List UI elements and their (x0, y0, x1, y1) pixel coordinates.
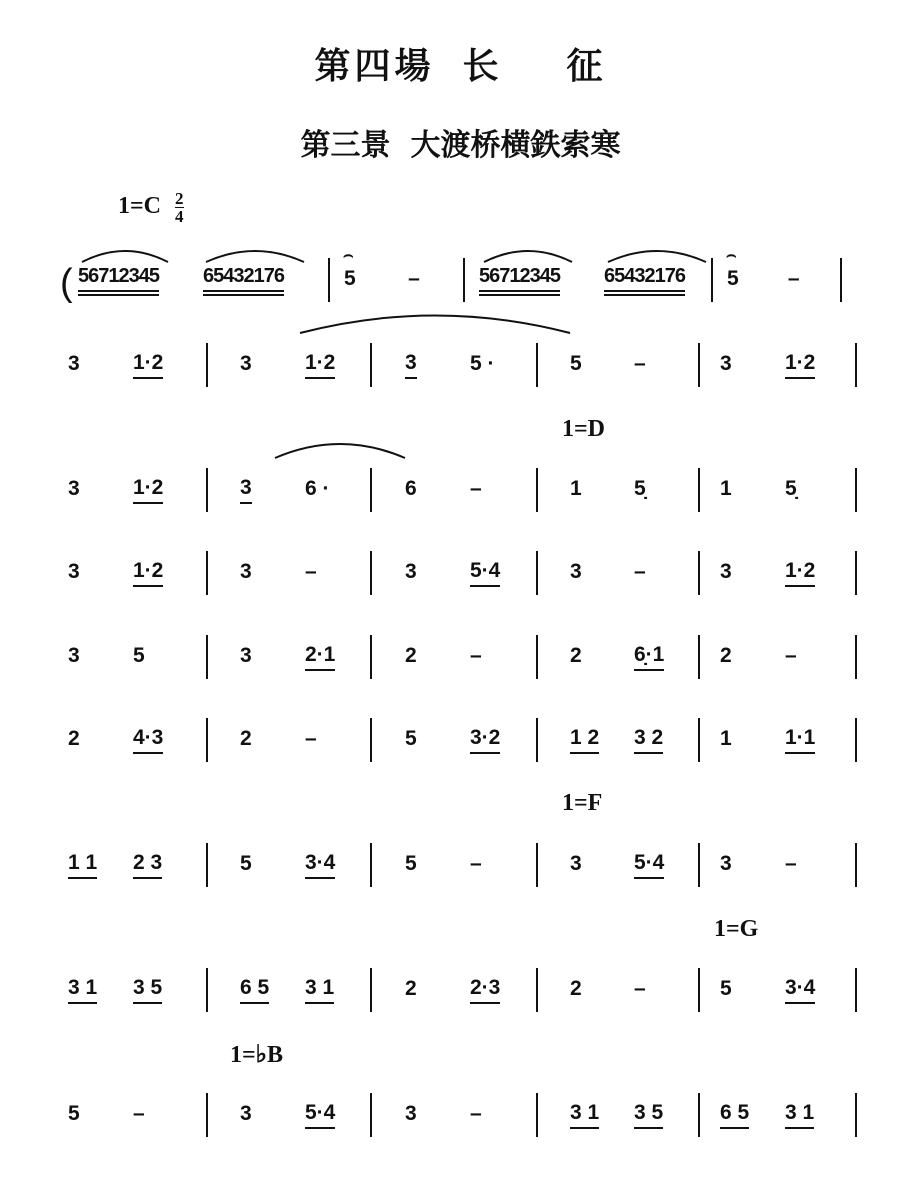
time-bottom: 4 (175, 207, 184, 226)
note: 2 (720, 644, 732, 667)
intro-slur (608, 251, 706, 262)
note: 3 (240, 1102, 252, 1125)
sustain-dash: – (470, 852, 482, 875)
note: 3 (720, 852, 732, 875)
note: 2 3 (133, 851, 162, 879)
note: 2 (570, 644, 582, 667)
sustain-dash: – (785, 644, 797, 667)
sustain-dash: – (787, 267, 800, 290)
note: 1·2 (785, 559, 815, 587)
sustain-dash: – (305, 560, 317, 583)
note: 5̣ (785, 477, 797, 500)
note: 2 (405, 977, 417, 1000)
note: 3 (68, 352, 80, 375)
note: 3 (570, 560, 582, 583)
note: 3 (405, 1102, 417, 1125)
note: 2·1 (305, 643, 335, 671)
note: 2 (405, 644, 417, 667)
note: 3 5 (133, 976, 162, 1004)
note: 3 (240, 352, 252, 375)
scene-name-2: 征 (566, 45, 607, 87)
note: ⌢ 5 (344, 267, 356, 293)
note: 6 · (305, 477, 330, 500)
note: 3 (720, 560, 732, 583)
intro-slur (82, 251, 168, 262)
note: 6̣·1 (634, 643, 664, 671)
note: 3 (405, 560, 417, 583)
sustain-dash: – (408, 267, 420, 290)
part-number: 第三景 (300, 128, 391, 163)
sustain-dash: – (305, 727, 317, 750)
tie-slur (275, 444, 405, 458)
note: 4·3 (133, 726, 163, 754)
note: 5 (133, 644, 145, 667)
scene-number: 第四場 (314, 45, 435, 87)
note: 6 (405, 477, 417, 500)
note: 1·1 (785, 726, 815, 754)
note: 3 (720, 352, 732, 375)
sustain-dash: – (634, 352, 646, 375)
note: 3 (240, 644, 252, 667)
note: 5 (405, 727, 417, 750)
scene-name-1: 长 (462, 45, 503, 87)
key-c-label: 1=C (118, 193, 162, 220)
key-change-f: 1=F (562, 790, 603, 816)
note: 3 (240, 560, 252, 583)
note: 56712345 (78, 265, 159, 296)
note: 56712345 (479, 265, 560, 296)
sustain-dash: – (470, 477, 482, 500)
opening-parenthesis: ( (60, 262, 73, 304)
note: 1·2 (305, 351, 335, 379)
note: 3·4 (785, 976, 815, 1004)
note: 3·4 (305, 851, 335, 879)
note: 2 (68, 727, 80, 750)
note: 6 5 (240, 976, 269, 1004)
note: 2·3 (470, 976, 500, 1004)
note: 3 (405, 351, 417, 379)
sustain-dash: – (470, 1102, 482, 1125)
note: 3 (68, 477, 80, 500)
sustain-dash: – (470, 644, 482, 667)
note: 5·4 (305, 1101, 335, 1129)
note: 2 (570, 977, 582, 1000)
note: 1 (720, 477, 732, 500)
note: 5 (240, 852, 252, 875)
note: 3·2 (470, 726, 500, 754)
note: 3 (240, 476, 252, 504)
tie-slur (300, 316, 570, 334)
note: 2 (240, 727, 252, 750)
sustain-dash: – (133, 1102, 145, 1125)
sustain-dash: – (785, 852, 797, 875)
note: 3 (570, 852, 582, 875)
note: 65432176 (203, 265, 284, 296)
note: 5 (68, 1102, 80, 1125)
intro-slur (206, 251, 304, 262)
note: 3 (68, 644, 80, 667)
time-top: 2 (175, 189, 184, 208)
note: 3 1 (570, 1101, 599, 1129)
part-name: 大渡桥横鉄索寒 (410, 128, 621, 163)
note: 1 (720, 727, 732, 750)
note: 1·2 (785, 351, 815, 379)
note: 1·2 (133, 559, 163, 587)
sustain-dash: – (634, 977, 646, 1000)
note: 3 2 (634, 726, 663, 754)
note: 5·4 (634, 851, 664, 879)
note: 1 2 (570, 726, 599, 754)
note: 5̣ (634, 477, 646, 500)
note: 1·2 (133, 351, 163, 379)
note: 6 5 (720, 1101, 749, 1129)
note: 3 1 (68, 976, 97, 1004)
key-change-d: 1=D (562, 416, 606, 442)
note: 65432176 (604, 265, 685, 296)
note: 5 (720, 977, 732, 1000)
note: 1·2 (133, 476, 163, 504)
note: 3 1 (785, 1101, 814, 1129)
note: 5 · (470, 352, 495, 375)
note: 5·4 (470, 559, 500, 587)
note: 3 (68, 560, 80, 583)
key-change-g: 1=G (714, 916, 759, 942)
note: ⌢ 5 (727, 267, 739, 293)
note: 1 1 (68, 851, 97, 879)
note: 3 5 (634, 1101, 663, 1129)
note: 1 (570, 477, 582, 500)
sustain-dash: – (634, 560, 646, 583)
note: 5 (405, 852, 417, 875)
note: 3 1 (305, 976, 334, 1004)
key-change-b-flat: 1=♭B (230, 1042, 284, 1068)
note: 5 (570, 352, 582, 375)
intro-slur (484, 251, 572, 262)
